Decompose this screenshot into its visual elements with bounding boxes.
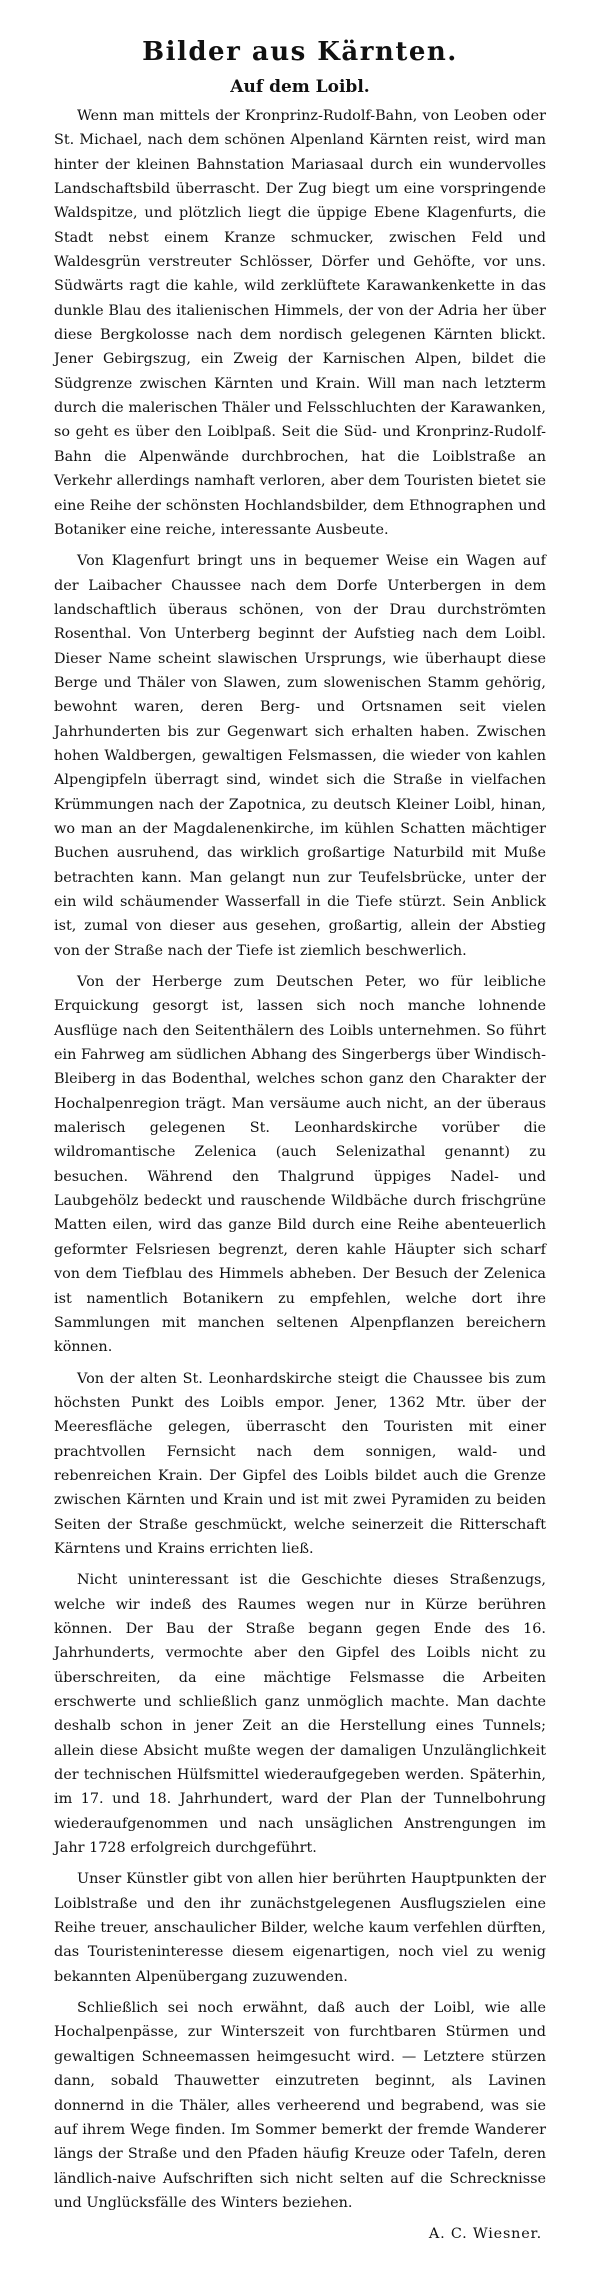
- paragraph-5: Nicht uninteressant ist die Geschichte dieses Straßenzugs, welche wir indeß des Raumes wegen nur in Kürze berühren können. Der Bau der Straße begann gegen Ende des 16. Jahrhunderts, vermochte aber den Gipfel des Loibls nicht zu überschreiten, da eine mächtige Felsmasse die Arbeiten erschwerte und schließlich ganz unmöglich machte. Man dachte deshalb schon in jener Zeit an die Herstellung eines Tunnels; allein diese Absicht mußte wegen der damaligen Unzulänglichkeit der technischen Hülfsmittel wiederaufgegeben werden. Späterhin, im 17. und 18. Jahrhundert, ward der Plan der Tunnelbohrung wiederaufgenommen und nach unsäglichen Anstrengungen im Jahr 1728 erfolgreich durchgeführt.: [54, 1572, 546, 1857]
- article-title: Bilder aus Kärnten.: [142, 37, 458, 67]
- article-subtitle: Auf dem Loibl.: [230, 77, 370, 97]
- paragraph-3: Von der Herberge zum Deutschen Peter, wo für leibliche Erquickung gesorgt ist, lassen sich noch manche lohnende Ausflüge nach den Seitenthälern des Loibls unternehmen. So führt ein Fahrweg am südlichen Abhang des Singerbergs über Windisch-Bleiberg in das Bodenthal, welches schon ganz den Charakter der Hochalpenregion trägt. Man versäume auch nicht, an der überaus malerisch gelegenen St. Leonhardskirche vorüber die wildromantische Zelenica (auch Selenizathal genannt) zu besuchen. Während den Thalgrund üppiges Nadel- und Laubgehölz bedeckt und rauschende Wildbäche durch frischgrüne Matten eilen, wird das ganze Bild durch eine Reihe abenteuerlich geformter Felsriesen begrenzt, deren kahle Häupter sich scharf von dem Tiefblau des Himmels abheben. Der Besuch der Zelenica ist namentlich Botanikern zu empfehlen, welche dort ihre Sammlungen mit manchen seltenen Alpenpflanzen bereichern können.: [54, 974, 546, 1356]
- paragraph-4: Von der alten St. Leonhardskirche steigt die Chaussee bis zum höchsten Punkt des Loibls empor. Jener, 1362 Mtr. über der Meeresfläche gelegen, überrascht den Touristen mit einer prachtvollen Fernsicht nach dem sonnigen, wald- und rebenreichen Krain. Der Gipfel des Loibls bildet auch die Grenze zwischen Kärnten und Krain und ist mit zwei Pyramiden zu beiden Seiten der Straße geschmückt, welche seinerzeit die Ritterschaft Kärntens und Krains errichten ließ.: [54, 1370, 546, 1557]
- paragraph-7: Schließlich sei noch erwähnt, daß auch der Loibl, wie alle Hochalpenpässe, zur Winterszeit von furchtbaren Stürmen und gewaltigen Schneemassen heimgesucht wird. — Letztere stürzen dann, sobald Thauwetter einzutreten beginnt, als Lavinen donnernd in die Thäler, alles verheerend und begrabend, was sie auf ihrem Wege finden. Im Sommer bemerkt der fremde Wanderer längs der Straße und den Pfaden häufig Kreuze oder Tafeln, deren ländlich-naive Aufschriften sich nicht selten auf die Schrecknisse und Unglücksfälle des Winters beziehen.: [54, 2000, 546, 2211]
- paragraph-1: Wenn man mittels der Kronprinz-Rudolf-Bahn, von Leoben oder St. Michael, nach dem schönen Alpenland Kärnten reist, wird man hinter der kleinen Bahnstation Mariasaal durch ein wundervolles Landschaftsbild überrascht. Der Zug biegt um eine vorspringende Waldspitze, und plötzlich liegt die üppige Ebene Klagenfurts, die Stadt nebst einem Kranze schmucker, zwischen Feld und Waldesgrün verstreuter Schlösser, Dörfer und Gehöfte, vor uns. Südwärts ragt die kahle, wild zerklüftete Karawankenkette in das dunkle Blau des italienischen Himmels, der von der Adria her über diese Bergkolosse nach dem nordisch gelegenen Kärnten blickt. Jener Gebirgszug, ein Zweig der Karnischen Alpen, bildet die Südgrenze zwischen Kärnten und Krain. Will man nach letzterm durch die malerischen Thäler und Felsschluchten der Karawanken, so geht es über den Loiblpaß. Seit die Süd- und Kronprinz-Rudolf-Bahn die Alpenwände durchbrochen, hat die Loiblstraße an Verkehr allerdings namhaft verloren, aber dem Touristen bietet sie eine Reihe der schönsten Hochlandsbilder, dem Ethnographen und Botaniker eine reiche, interessante Ausbeute.: [54, 108, 546, 538]
- paragraph-6: Unser Künstler gibt von allen hier berührten Hauptpunkten der Loiblstraße und den ihr zunächstgelegenen Ausflugszielen eine Reihe treuer, anschaulicher Bilder, welche kaum verfehlen dürften, das Touristeninteresse diesem eigenartigen, noch viel zu wenig bekannten Alpenübergang zuzuwenden.: [54, 1871, 546, 1985]
- paragraph-2: Von Klagenfurt bringt uns in bequemer Weise ein Wagen auf der Laibacher Chaussee nach dem Dorfe Unterbergen in dem landschaftlich überaus schönen, von der Drau durchströmten Rosenthal. Von Unterberg beginnt der Aufstieg nach dem Loibl. Dieser Name scheint slawischen Ursprungs, wie überhaupt diese Berge und Thäler von Slawen, zum slowenischen Stamm gehörig, bewohnt waren, deren Berg- und Ortsnamen seit vielen Jahrhunderten bis zur Gegenwart sich erhalten haben. Zwischen hohen Waldbergen, gewaltigen Felsmassen, die wieder von kahlen Alpengipfeln überragt sind, windet sich die Straße in vielfachen Krümmungen nach der Zapotnica, zu deutsch Kleiner Loibl, hinan, wo man an der Magdalenenkirche, im kühlen Schatten mächtiger Buchen ausruhend, das wirklich großartige Naturbild mit Muße betrachten kann. Man gelangt nun zur Teufelsbrücke, unter der ein wild schäumender Wasserfall in die Tiefe stürzt. Sein Anblick ist, zumal von dieser aus gesehen, großartig, allein der Abstieg von der Straße nach der Tiefe ist ziemlich beschwerlich.: [54, 553, 546, 959]
- author-signature: A. C. Wiesner.: [428, 2226, 542, 2243]
